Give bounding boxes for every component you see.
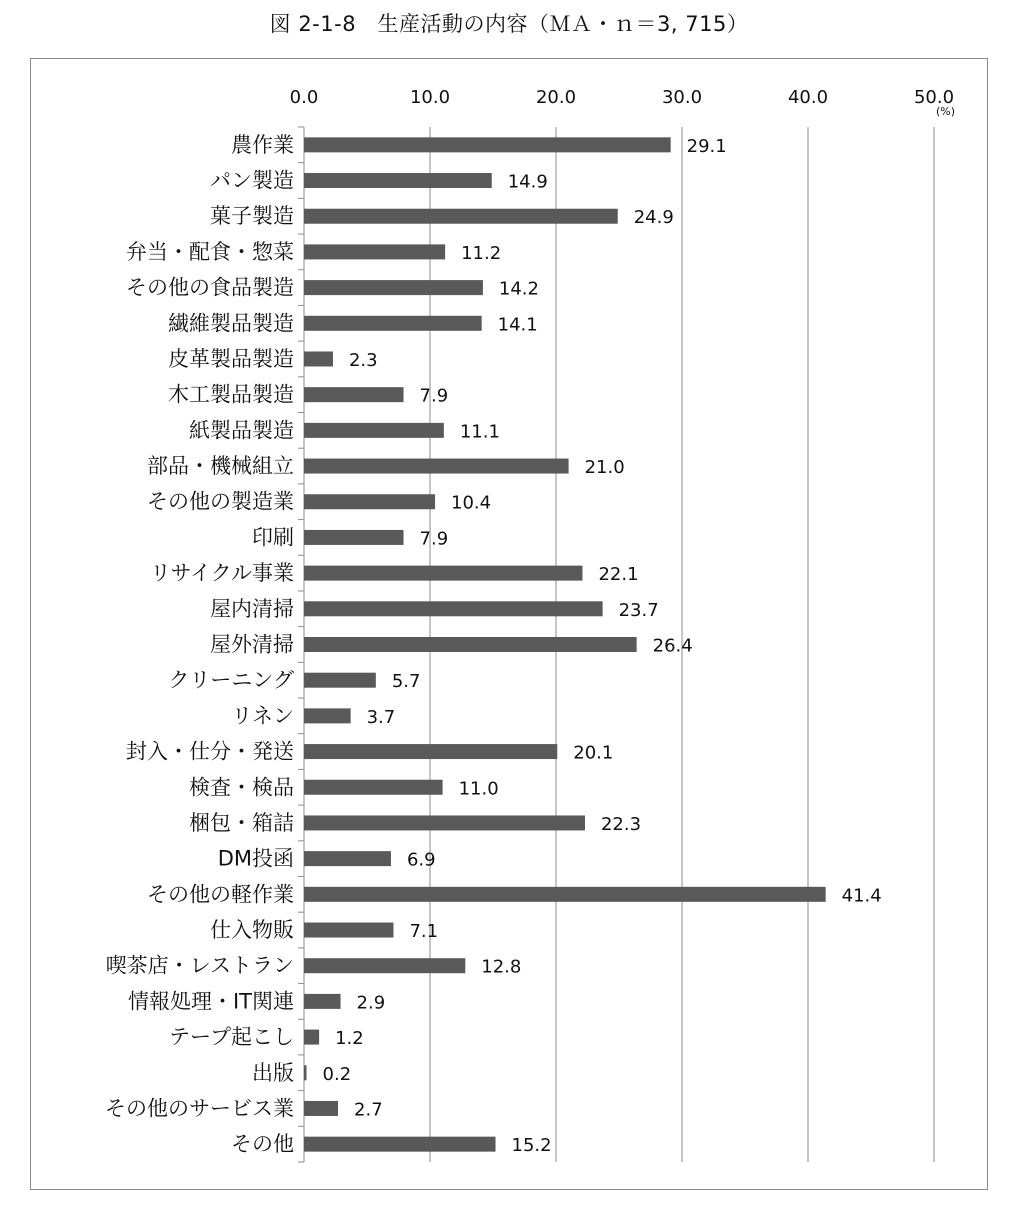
bar xyxy=(304,316,482,331)
value-label: 10.4 xyxy=(451,492,492,514)
bar xyxy=(304,244,445,259)
value-label: 21.0 xyxy=(584,457,625,479)
bar xyxy=(304,673,376,688)
bar xyxy=(304,209,618,224)
value-label: 24.9 xyxy=(633,207,674,229)
value-label: 26.4 xyxy=(652,635,693,657)
bar xyxy=(304,815,585,830)
bar xyxy=(304,530,404,545)
chart-frame xyxy=(30,58,988,1190)
value-label: 7.9 xyxy=(419,385,449,407)
x-tick-label: 0.0 xyxy=(289,87,319,108)
bar xyxy=(304,923,393,938)
bar xyxy=(304,744,557,759)
bar-chart xyxy=(31,59,986,1188)
value-label: 11.2 xyxy=(461,242,502,264)
category-label: 梱包・箱詰 xyxy=(189,810,294,835)
category-label: 弁当・配食・惣菜 xyxy=(126,239,294,264)
category-label: その他の製造業 xyxy=(147,489,294,514)
category-label: その他の食品製造 xyxy=(126,275,294,300)
category-label: 印刷 xyxy=(252,525,294,550)
x-tick-label: 50.0 xyxy=(913,87,955,108)
bar xyxy=(304,780,443,795)
category-label: 屋外清掃 xyxy=(210,632,294,657)
value-label: 1.2 xyxy=(335,1028,364,1050)
category-label: 繊維製品製造 xyxy=(168,311,294,336)
category-label: パン製造 xyxy=(210,168,294,193)
value-label: 6.9 xyxy=(406,849,436,871)
value-label: 15.2 xyxy=(511,1135,552,1157)
bar xyxy=(304,958,465,973)
category-label: クリーニング xyxy=(168,668,294,693)
category-label: 部品・機械組立 xyxy=(147,454,294,479)
category-label: 木工製品製造 xyxy=(168,382,294,407)
bar xyxy=(304,459,569,474)
value-label: 29.1 xyxy=(686,135,727,157)
category-label: リネン xyxy=(231,703,294,728)
bar xyxy=(304,637,637,652)
category-label: 封入・仕分・発送 xyxy=(126,739,294,764)
unit-label: (%) xyxy=(936,105,956,118)
bar xyxy=(304,423,444,438)
chart-title: 図 2-1-8 生産活動の内容（ＭＡ・ｎ＝3, 715） xyxy=(269,12,749,36)
category-label: 菓子製造 xyxy=(210,204,294,229)
value-label: 11.1 xyxy=(459,421,500,443)
value-label: 7.1 xyxy=(409,921,439,943)
category-label: 情報処理・IT関連 xyxy=(127,989,294,1014)
x-tick-label: 20.0 xyxy=(535,87,577,108)
value-label: 14.1 xyxy=(497,314,538,336)
category-label: DM投函 xyxy=(217,846,294,871)
x-tick-label: 10.0 xyxy=(409,87,451,108)
bar xyxy=(304,601,603,616)
category-label: その他のサービス業 xyxy=(105,1096,294,1121)
bar xyxy=(304,887,826,902)
category-label: 皮革製品製造 xyxy=(168,346,294,371)
bar xyxy=(304,387,404,402)
value-label: 14.9 xyxy=(507,171,548,193)
category-label: 紙製品製造 xyxy=(189,418,294,443)
category-label: その他の軽作業 xyxy=(147,882,294,907)
bar xyxy=(304,1030,319,1045)
value-label: 0.2 xyxy=(322,1063,352,1085)
bar xyxy=(304,137,671,152)
value-label: 12.8 xyxy=(481,956,522,978)
bar xyxy=(304,351,333,366)
value-label: 2.9 xyxy=(356,992,386,1014)
category-label: リサイクル事業 xyxy=(149,561,294,586)
x-tick-label: 40.0 xyxy=(787,87,829,108)
value-label: 3.7 xyxy=(366,706,396,728)
category-label: 農作業 xyxy=(231,132,294,157)
bar xyxy=(304,566,582,581)
category-label: 仕入物販 xyxy=(210,918,294,943)
bar xyxy=(304,280,483,295)
category-label: 喫茶店・レストラン xyxy=(105,953,294,978)
bar xyxy=(304,494,435,509)
bar xyxy=(304,708,351,723)
value-label: 22.1 xyxy=(598,564,639,586)
bar xyxy=(304,994,341,1009)
value-label: 14.2 xyxy=(498,278,539,300)
value-label: 2.3 xyxy=(348,349,378,371)
x-tick-label: 30.0 xyxy=(661,87,703,108)
value-label: 23.7 xyxy=(618,599,659,621)
value-label: 41.4 xyxy=(841,885,882,907)
value-label: 11.0 xyxy=(458,778,499,800)
value-label: 22.3 xyxy=(600,813,642,835)
bar xyxy=(304,1137,496,1152)
category-label: 屋内清掃 xyxy=(210,596,294,621)
category-label: テープ起こし xyxy=(169,1025,294,1050)
bar xyxy=(304,1065,307,1080)
bar xyxy=(304,173,492,188)
category-label: その他 xyxy=(231,1132,294,1157)
value-label: 5.7 xyxy=(391,671,421,693)
bar xyxy=(304,851,391,866)
bar xyxy=(304,1101,338,1116)
value-label: 7.9 xyxy=(419,528,449,550)
category-label: 出版 xyxy=(252,1060,294,1085)
value-label: 20.1 xyxy=(573,742,614,764)
value-label: 2.7 xyxy=(354,1099,383,1121)
category-label: 検査・検品 xyxy=(189,775,294,800)
